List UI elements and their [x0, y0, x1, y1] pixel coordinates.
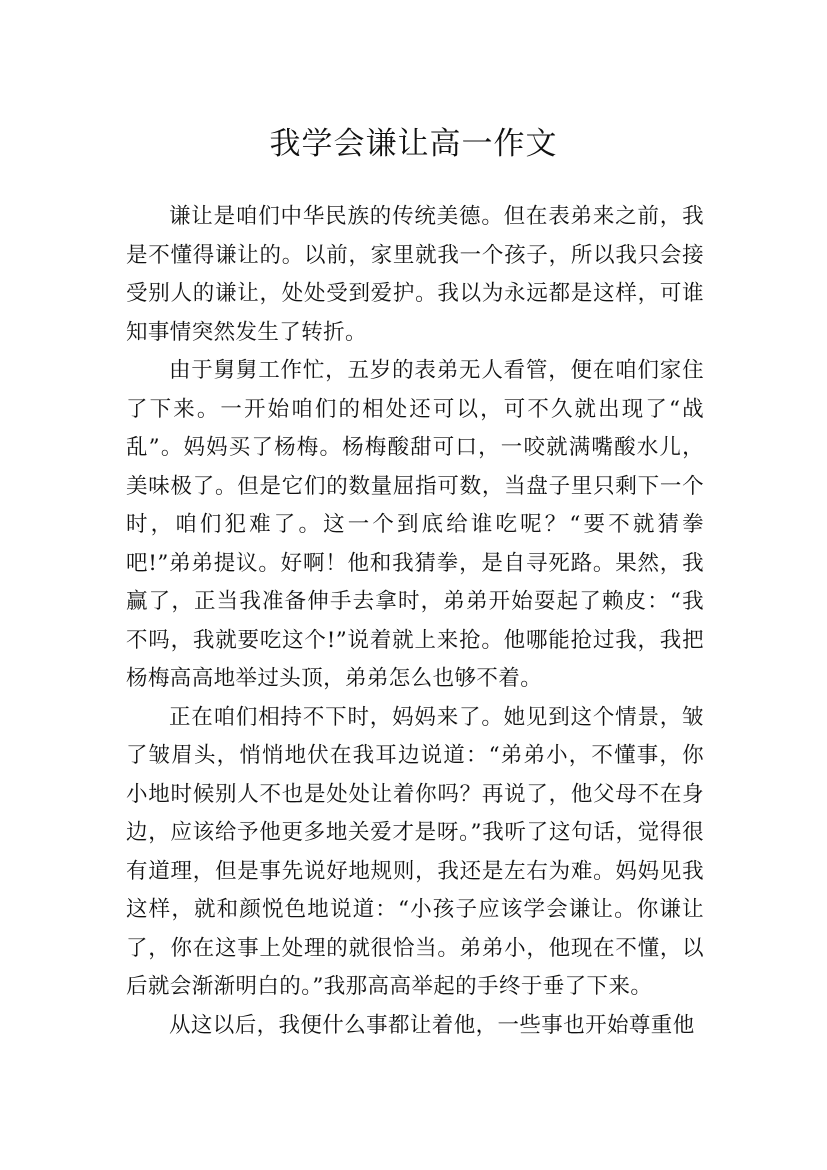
paragraph: 正在咱们相持不下时，妈妈来了。她见到这个情景，皱了皱眉头，悄悄地伏在我耳边说道：“弟弟小，不懂事，你小地时候别人不也是处处让着你吗？再说了，他父母不在身边，应该给予他更多地关爱才是呀。”我听了这句话，觉得很有道理，但是事先说好地规则，我还是左右为难。妈妈见我这样，就和颜悦色地说道：“小孩子应该学会谦让。你谦让了，你在这事上处理的就很恰当。弟弟小，他现在不懂，以后就会渐渐明白的。”我那高高举起的手终于垂了下来。	[126, 704, 704, 999]
paragraph: 谦让是咱们中华民族的传统美德。但在表弟来之前，我是不懂得谦让的。以前，家里就我一个孩子，所以我只会接受别人的谦让，处处受到爱护。我以为永远都是这样，可谁知事情突然发生了转折。	[126, 204, 704, 345]
document-title: 我学会谦让高一作文	[269, 125, 558, 162]
paragraph: 从这以后，我便什么事都让着他，一些事也开始尊重他	[169, 1012, 695, 1038]
document-body	[126, 198, 704, 1045]
paragraph: 由于舅舅工作忙，五岁的表弟无人看管，便在咱们家住了下来。一开始咱们的相处还可以，可不久就出现了“战乱”。妈妈买了杨梅。杨梅酸甜可口，一咬就满嘴酸水儿，美味极了。但是它们的数量屈指可数，当盘子里只剩下一个时，咱们犯难了。这一个到底给谁吃呢？“要不就猜拳吧!”弟弟提议。好啊！他和我猜拳，是自寻死路。果然，我赢了，正当我准备伸手去拿时，弟弟开始耍起了赖皮：“我不吗，我就要吃这个!”说着就上来抢。他哪能抢过我，我把杨梅高高地举过头顶，弟弟怎么也够不着。	[126, 358, 704, 691]
